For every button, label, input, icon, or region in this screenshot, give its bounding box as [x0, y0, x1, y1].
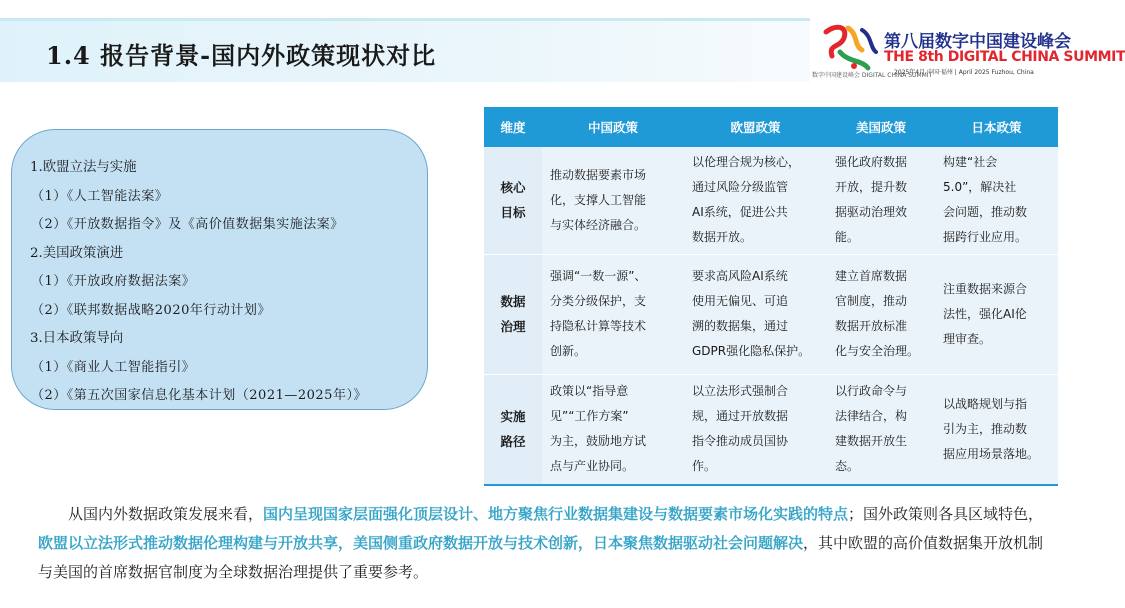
table-cell	[542, 147, 684, 254]
table-cell-line: 会问题，推动数	[943, 205, 1028, 220]
table-cell	[827, 254, 935, 374]
table-dimension-cell	[484, 254, 542, 374]
table-cell-line: 化，支撑人工智能	[550, 192, 647, 207]
table-row	[484, 147, 1058, 254]
table-header-cell: 欧盟政策	[684, 107, 827, 147]
table-cell	[827, 374, 935, 484]
table-cell-line: 官制度，推动	[835, 294, 908, 308]
table-dimension-cell	[484, 374, 542, 484]
table-cell-line: 强化政府数据	[835, 155, 908, 170]
table-cell-line: 数据开放。	[692, 230, 753, 245]
table-cell-line: 以行政命令与	[835, 384, 908, 398]
table-cell-line: 法性，强化AI伦	[943, 306, 1027, 321]
table-cell-line: AI系统，促进公共	[692, 205, 788, 220]
table-cell	[684, 147, 827, 254]
body-text: ；国外政策则各具区域特色，	[848, 505, 1044, 523]
table-cell	[935, 147, 1058, 254]
table-cell-line: 能。	[835, 230, 860, 245]
table-cell-line: 开放，提升数	[835, 180, 908, 195]
policy-item: （2）《第五次国家信息化基本计划（2021—2025年）》	[31, 388, 367, 403]
table-cell-line: 指令推动成员国协	[692, 434, 789, 448]
table-cell-line: 溯的数据集，通过	[692, 319, 789, 333]
body-text: 从国内外数据政策发展来看，	[68, 505, 264, 523]
table-cell-line: 据跨行业应用。	[943, 230, 1028, 245]
table-cell-line: 创新。	[550, 344, 587, 358]
table-cell-line: 据驱动治理效	[835, 205, 908, 220]
table-row	[484, 374, 1058, 484]
highlighted-text: 欧盟以立法形式推动数据伦理构建与开放共享，美国侧重政府数据开放与技术创新，日本聚焦数据驱动社会问题解决	[38, 534, 804, 552]
table-cell-line: 建立首席数据	[835, 269, 908, 283]
table-cell-line: 见”“工作方案”	[550, 409, 629, 423]
table-header-cell: 中国政策	[542, 107, 684, 147]
summit-logo-icon	[818, 22, 880, 74]
policy-heading-eu: 1.欧盟立法与实施	[30, 160, 137, 175]
table-cell-line: 态。	[835, 459, 860, 473]
table-header-cell: 维度	[484, 107, 542, 147]
dimension-label-line: 数据	[500, 294, 526, 309]
policy-item: （2）《联邦数据战略2020年行动计划》	[31, 302, 271, 318]
logo-subtitle: 数字中国建设峰会 DIGITAL CHINA SUMMIT	[812, 72, 933, 79]
table-cell-line: 作。	[692, 459, 717, 473]
policy-comparison-table	[484, 107, 1058, 485]
table-bottom-border	[484, 484, 1058, 486]
table-cell-line: 要求高风险AI系统	[692, 269, 788, 283]
body-text: ，其中欧盟的高价值数据集开放机制与美国的首席数据官制度为全球数据治理提供了重要参考。	[38, 534, 1044, 581]
table-cell-line: 数据开放标准	[835, 319, 908, 333]
table-cell-line: 注重数据来源合	[943, 281, 1028, 296]
table-cell-line: 法律结合，构	[835, 409, 908, 423]
table-header-row	[484, 107, 1058, 147]
table-cell-line: 为主，鼓励地方试	[550, 434, 647, 448]
table-cell	[935, 374, 1058, 484]
table-dimension-cell	[484, 147, 542, 254]
dimension-label-line: 治理	[500, 319, 526, 334]
table-cell-line: 引为主，推动数	[943, 421, 1028, 436]
dimension-label-line: 核心	[500, 180, 526, 196]
table-cell-line: 通过风险分级监管	[692, 180, 789, 195]
dimension-label-line: 实施	[500, 409, 526, 424]
table-cell-line: 以立法形式强制合	[692, 384, 789, 398]
table-cell	[684, 374, 827, 484]
table-cell-line: 推动数据要素市场	[550, 167, 647, 182]
table-cell	[542, 374, 684, 484]
policy-list	[30, 158, 430, 415]
table-cell-line: 以伦理合规为核心，	[692, 155, 801, 170]
highlighted-text: 国内呈现国家层面强化顶层设计、地方聚焦行业数据集建设与数据要素市场化实践的特点	[263, 505, 849, 523]
table-cell-line: 规，通过开放数据	[692, 409, 789, 423]
table-cell-line: 建数据开放生	[835, 434, 908, 448]
summary-paragraph	[38, 500, 1048, 587]
table-cell	[935, 254, 1058, 374]
dimension-label-line: 路径	[500, 434, 526, 449]
table-cell	[827, 147, 935, 254]
table-cell-line: 与实体经济融合。	[550, 217, 647, 232]
policy-item: （1）《商业人工智能指引》	[31, 359, 196, 375]
policy-item: （1）《人工智能法案》	[31, 188, 169, 204]
table-header-cell: 日本政策	[935, 107, 1058, 147]
policy-heading-us: 2.美国政策演进	[30, 245, 124, 261]
policy-heading-japan: 3.日本政策导向	[30, 331, 124, 346]
table-cell-line: GDPR强化隐私保护。	[692, 344, 811, 358]
summit-name-cn: 第八届数字中国建设峰会	[884, 32, 1071, 52]
summit-name-en: THE 8th DIGITAL CHINA SUMMIT	[884, 49, 1125, 65]
page-title: 1.4 报告背景-国内外政策现状对比	[46, 41, 437, 70]
table-cell-line: 使用无偏见、可追	[692, 294, 789, 308]
table-cell-line: 政策以“指导意	[550, 384, 629, 398]
dimension-label-line: 目标	[500, 205, 526, 221]
table-cell-line: 强调“一数一源”、	[550, 269, 647, 283]
table-cell-line: 持隐私计算等技术	[550, 319, 647, 333]
policy-item: （1）《开放政府数据法案》	[31, 274, 196, 289]
table-cell-line: 分类分级保护，支	[550, 294, 647, 308]
table-cell	[684, 254, 827, 374]
table-header-cell: 美国政策	[827, 107, 935, 147]
table-cell-line: 理审查。	[943, 331, 992, 346]
table-cell	[542, 254, 684, 374]
summit-date-location: 2025年4月 中国·福州 | April 2025 Fuzhou, China	[894, 69, 1034, 76]
policy-item: （2）《开放数据指令》及《高价值数据集实施法案》	[31, 217, 344, 232]
table-cell-line: 化与安全治理。	[835, 344, 920, 358]
table-cell-line: 构建“社会	[943, 155, 998, 170]
table-cell-line: 5.0”，解决社	[943, 180, 1017, 195]
table-cell-line: 点与产业协同。	[550, 459, 635, 473]
table-cell-line: 以战略规划与指	[943, 396, 1028, 411]
table-cell-line: 据应用场景落地。	[943, 446, 1040, 461]
table-row	[484, 254, 1058, 374]
